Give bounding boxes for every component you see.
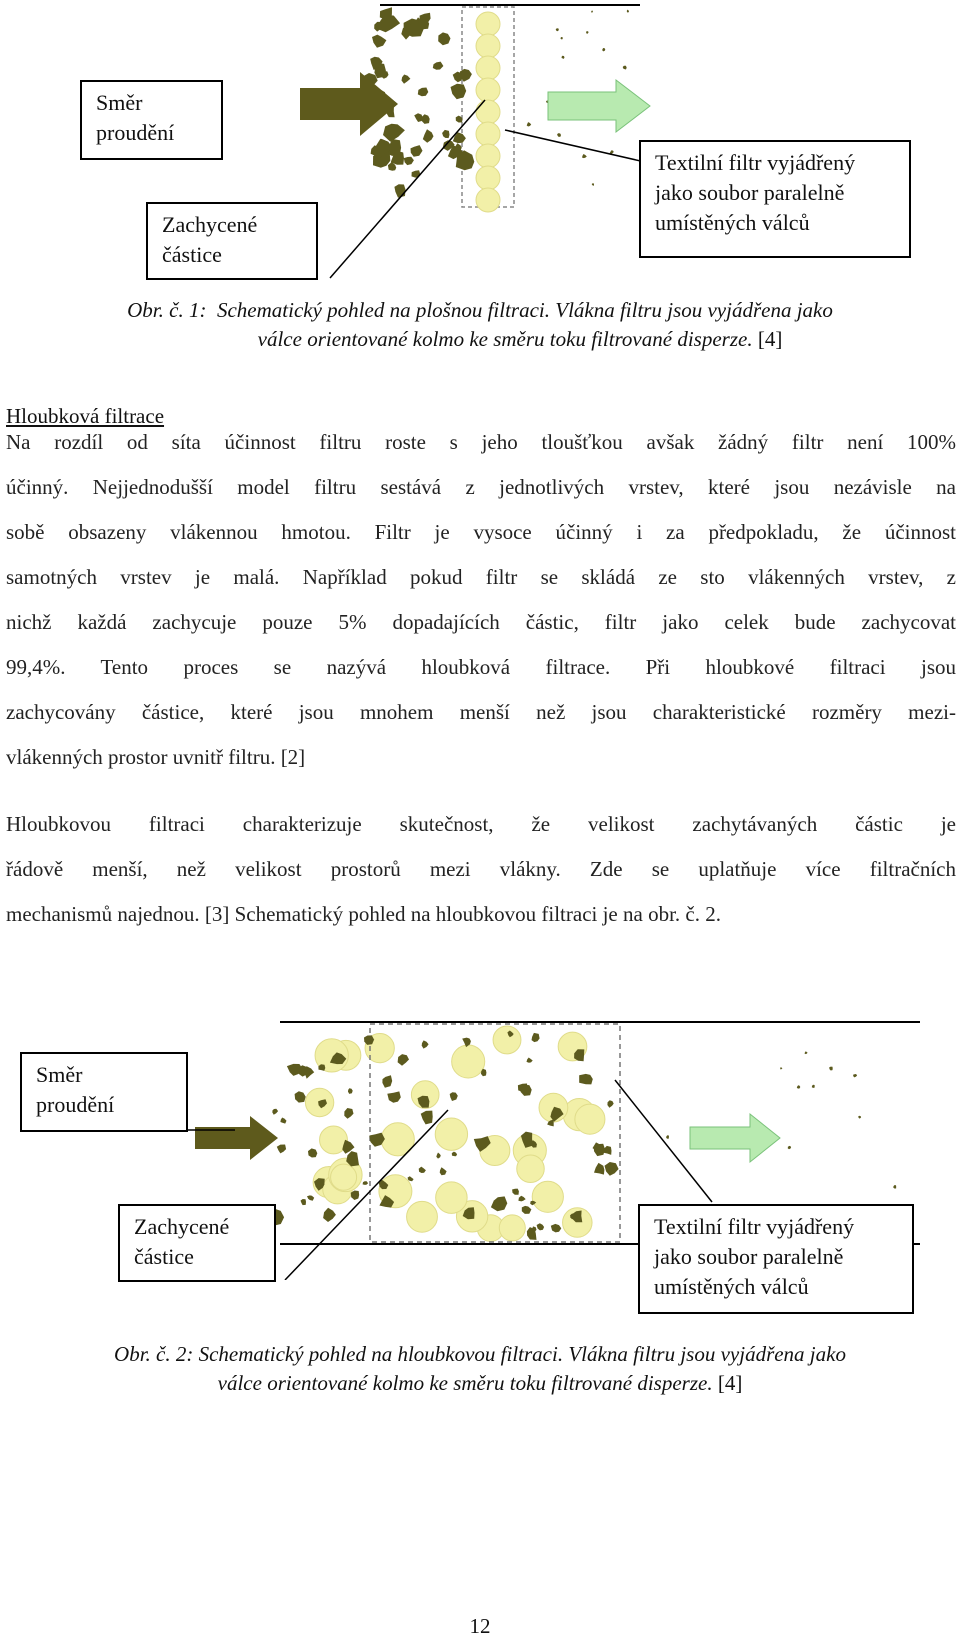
- captured-particles-label: [118, 1204, 276, 1282]
- particle: [419, 1167, 426, 1173]
- particle: [451, 84, 467, 100]
- particle: [436, 1153, 440, 1159]
- particle: [853, 1074, 857, 1077]
- outflow-arrow: [548, 80, 650, 132]
- fiber-cylinder: [476, 100, 500, 124]
- particle: [394, 184, 405, 198]
- particle: [602, 48, 605, 51]
- fiber-cylinder: [476, 122, 500, 146]
- particle: [518, 1196, 525, 1202]
- fiber-cylinder: [476, 166, 500, 190]
- caption-text-1: Schematický pohled na plošnou filtraci. Vlákna filtru jsou vyjádřena jako: [216, 298, 833, 322]
- particle: [788, 1146, 792, 1149]
- filter-label-line: jako soubor paralelně: [655, 180, 845, 205]
- particle: [594, 1144, 606, 1156]
- particle: [387, 1091, 401, 1102]
- paragraph-line: řádově menší, než velikost prostorů mezi vlákny. Zde se uplatňuje více filtračních: [6, 857, 956, 881]
- particle: [401, 24, 413, 40]
- fiber-cylinder: [476, 188, 500, 212]
- flow-label-line: proudění: [36, 1092, 115, 1117]
- particles-label-line: Zachycené: [162, 212, 258, 237]
- particle: [604, 1146, 612, 1155]
- filter-fibers: [305, 1026, 605, 1241]
- particle: [829, 1067, 833, 1071]
- fiber-cylinder: [493, 1026, 521, 1054]
- particle: [522, 1206, 532, 1214]
- particle: [398, 1054, 409, 1066]
- fiber-cylinder: [435, 1118, 467, 1150]
- caption-line-1: [0, 296, 960, 325]
- paragraph-2: [6, 802, 956, 937]
- particle: [382, 1075, 392, 1088]
- fiber-cylinder: [575, 1104, 605, 1134]
- particle: [402, 75, 411, 84]
- filter-fibers: [476, 12, 500, 212]
- fiber-cylinder: [476, 56, 500, 80]
- paragraph-line: vlákenných prostor uvnitř filtru. [2]: [6, 745, 306, 769]
- particle: [582, 154, 587, 158]
- particle: [295, 1091, 306, 1102]
- particle: [592, 183, 594, 186]
- caption-reference: [4]: [757, 327, 783, 351]
- particle: [363, 1181, 369, 1185]
- particle: [586, 31, 589, 34]
- caption-line-2: [0, 1369, 960, 1398]
- particle: [372, 35, 386, 48]
- fiber-cylinder: [517, 1155, 544, 1182]
- particle: [532, 1033, 540, 1042]
- particle: [527, 122, 532, 126]
- particle: [537, 1223, 545, 1230]
- particles-pointer-line: [285, 1110, 448, 1280]
- particle: [893, 1185, 896, 1188]
- caption-reference: [4]: [717, 1371, 743, 1395]
- particle: [323, 1208, 336, 1222]
- particle: [805, 1051, 808, 1054]
- flow-label-line: proudění: [96, 120, 175, 145]
- particle: [344, 1108, 353, 1119]
- particle: [557, 133, 561, 137]
- particle: [450, 1092, 458, 1101]
- caption-line-2: [0, 325, 960, 354]
- caption-text-2: válce orientované kolmo ke směru toku filtrované disperze.: [257, 327, 753, 351]
- fiber-cylinder: [407, 1201, 438, 1232]
- outflow-arrow: [690, 1114, 780, 1162]
- particle: [348, 1088, 353, 1094]
- fiber-cylinder: [331, 1164, 357, 1190]
- caption-line-1: Obr. č. 2: Schematický pohled na hloubkovou filtraci. Vlákna filtru jsou vyjádřena jako: [114, 1342, 846, 1366]
- filter-model-label: [638, 1204, 914, 1314]
- particle: [411, 145, 423, 157]
- particle: [666, 1135, 669, 1139]
- particle: [433, 62, 444, 70]
- caption-prefix: Obr. č. 1:: [127, 298, 207, 322]
- particle: [440, 1167, 447, 1175]
- fiber-cylinder: [476, 12, 500, 36]
- particle: [780, 1067, 782, 1069]
- filter-label-line: umístěných válců: [655, 210, 810, 235]
- fiber-cylinder: [436, 1182, 467, 1213]
- fiber-cylinder: [476, 144, 500, 168]
- fiber-cylinder: [499, 1215, 525, 1241]
- flow-direction-arrow: [300, 72, 398, 136]
- filter-label-line: umístěných válců: [654, 1274, 809, 1299]
- particle: [404, 157, 414, 165]
- filter-model-label: [639, 140, 911, 258]
- particle: [562, 56, 565, 59]
- particle: [280, 1118, 286, 1124]
- section-heading: Hloubková filtrace: [6, 404, 165, 428]
- paragraph-line: zachycovány částice, které jsou mnohem menší než jsou charakteristické rozměry mezi-: [6, 700, 956, 724]
- particle: [527, 1058, 533, 1063]
- paragraph-1: [6, 420, 956, 780]
- flow-label-line: Směr: [96, 90, 143, 115]
- particle: [272, 1109, 278, 1115]
- particle: [512, 1189, 519, 1195]
- particle: [607, 1100, 613, 1108]
- particle: [518, 1084, 528, 1093]
- particle: [418, 88, 429, 97]
- particle: [422, 114, 430, 124]
- caption-text-2: válce orientované kolmo ke směru toku filtrované disperze.: [217, 1371, 713, 1395]
- paragraph-line: sobě obsazeny vlákennou hmotou. Filtr je vysoce účinný i za předpokladu, že účinnost: [6, 520, 956, 544]
- particle: [532, 1226, 537, 1231]
- particle: [556, 28, 559, 31]
- particle: [812, 1085, 815, 1088]
- particle: [380, 7, 392, 19]
- filter-label-line: jako soubor paralelně: [654, 1244, 844, 1269]
- particle: [561, 37, 563, 39]
- flow-label-line: Směr: [36, 1062, 83, 1087]
- paragraph-line: účinný. Nejjednodušší model filtru sestává z jednotlivých vrstev, které jsou nezávisle na: [6, 475, 956, 499]
- particles-label-line: částice: [134, 1244, 194, 1269]
- fiber-cylinder: [452, 1045, 485, 1078]
- particle: [627, 10, 629, 13]
- filter-label-line: Textilní filtr vyjádřený: [655, 150, 856, 175]
- paragraph-line: 99,4%. Tento proces se nazývá hloubková filtrace. Při hloubkové filtraci jsou: [6, 655, 956, 679]
- particle: [858, 1116, 861, 1119]
- particle: [422, 1040, 429, 1048]
- captured-particles-label: [146, 202, 318, 280]
- particle: [301, 1199, 307, 1205]
- fiber-cylinder: [476, 78, 500, 102]
- particle: [308, 1148, 317, 1157]
- particle: [383, 124, 405, 142]
- flow-direction-arrow: [195, 1116, 278, 1160]
- particle: [380, 71, 389, 79]
- particle: [579, 1074, 593, 1085]
- figure-1-caption: [0, 296, 960, 354]
- particle: [421, 1111, 433, 1125]
- page-number: 12: [469, 1614, 491, 1638]
- particle: [423, 129, 434, 143]
- particle: [438, 32, 450, 45]
- flow-direction-label: [20, 1052, 188, 1132]
- particle: [277, 1145, 286, 1154]
- particle: [307, 1195, 314, 1200]
- particle: [442, 130, 449, 138]
- paragraph-line: Na rozdíl od síta účinnost filtru roste s jeho tloušťkou avšak žádný filtr není 100%: [6, 430, 956, 454]
- paragraph-line: Hloubkovou filtraci charakterizuje skutečnost, že velikost zachytávaných částic je: [6, 812, 956, 836]
- particle: [605, 1162, 619, 1176]
- particles-label-line: částice: [162, 242, 222, 267]
- particle: [551, 1224, 562, 1233]
- paragraph-line: mechanismů najednou. [3] Schematický pohled na hloubkovou filtraci je na obr. č. 2.: [6, 902, 721, 926]
- particle: [594, 1163, 604, 1175]
- particle: [414, 113, 422, 122]
- figure-2-caption: [0, 1340, 960, 1398]
- particle: [491, 1196, 507, 1211]
- particle: [623, 66, 627, 70]
- fiber-cylinder: [532, 1181, 563, 1212]
- paragraph-line: nichž každá zachycuje pouze 5% dopadajících částic, filtr jako celek bude zachycovat: [6, 610, 956, 634]
- particle: [591, 11, 593, 13]
- filter-label-line: Textilní filtr vyjádřený: [654, 1214, 855, 1239]
- fiber-cylinder: [476, 34, 500, 58]
- particle: [797, 1085, 801, 1088]
- particle: [452, 1152, 457, 1157]
- flow-direction-label: [80, 80, 223, 160]
- paragraph-line: samotných vrstev je malá. Například pokud filtr se skládá ze sto vlákenných vrstev, z: [6, 565, 956, 589]
- particles-label-line: Zachycené: [134, 1214, 230, 1239]
